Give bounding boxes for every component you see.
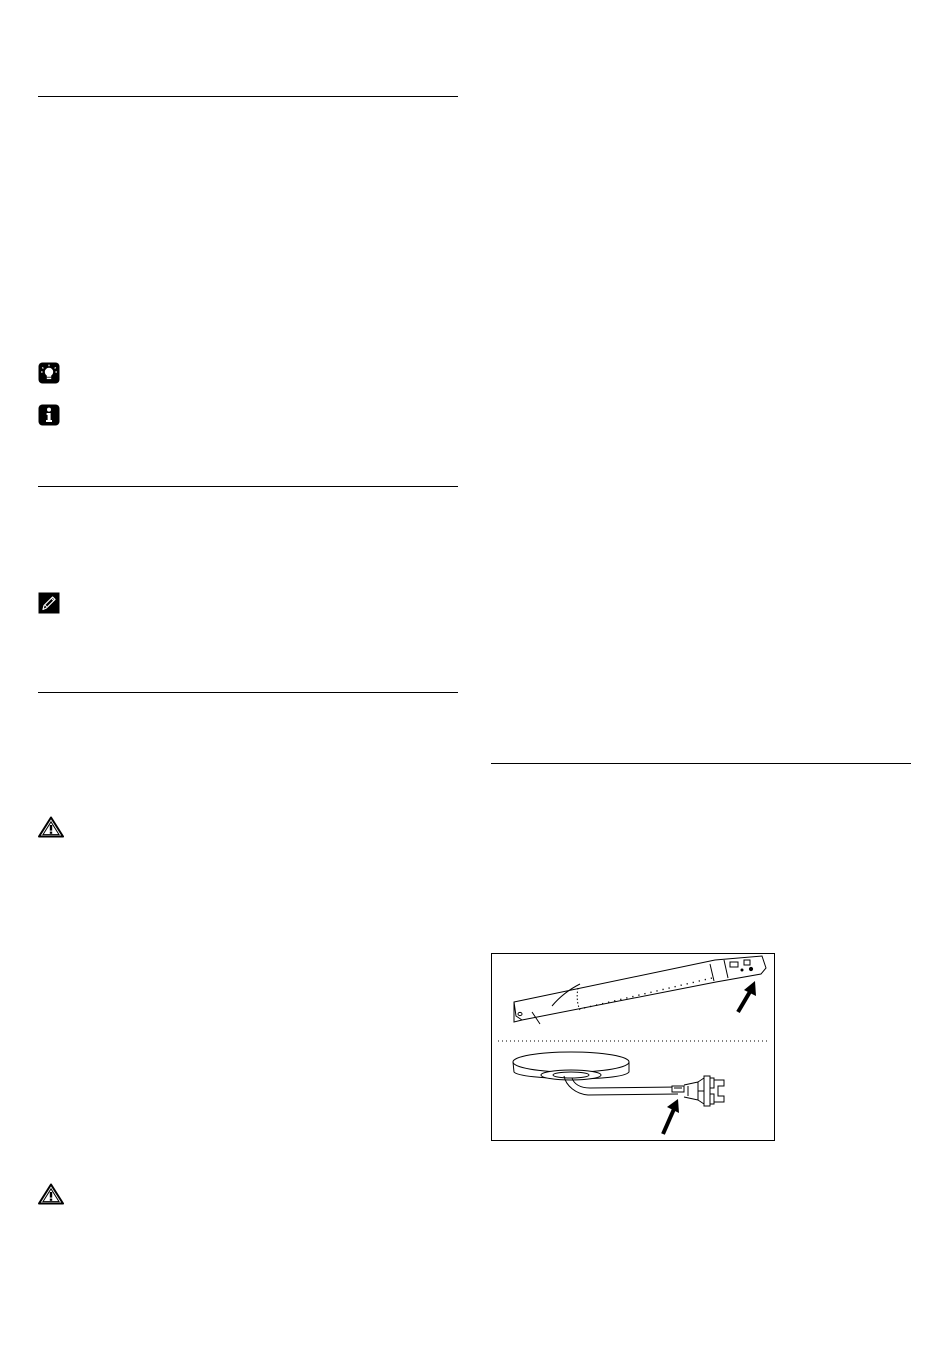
warning-triangle-icon-2: [38, 1183, 64, 1205]
ring-burner-illustration: [513, 1052, 724, 1106]
tube-burner-illustration: [514, 956, 766, 1024]
warning-triangle-icon: [38, 816, 64, 838]
arrow-to-tube-burner-inlet: [738, 981, 756, 1012]
section-divider-3: [38, 692, 458, 693]
section-divider-1: [38, 96, 458, 97]
section-divider-right: [491, 763, 911, 764]
note-pencil-icon: [38, 592, 60, 614]
tip-lightbulb-icon: [38, 362, 60, 384]
information-icon: [38, 404, 60, 426]
section-divider-2: [38, 486, 458, 487]
arrow-to-ring-burner-inlet: [663, 1099, 679, 1134]
burner-figure: [491, 953, 775, 1141]
